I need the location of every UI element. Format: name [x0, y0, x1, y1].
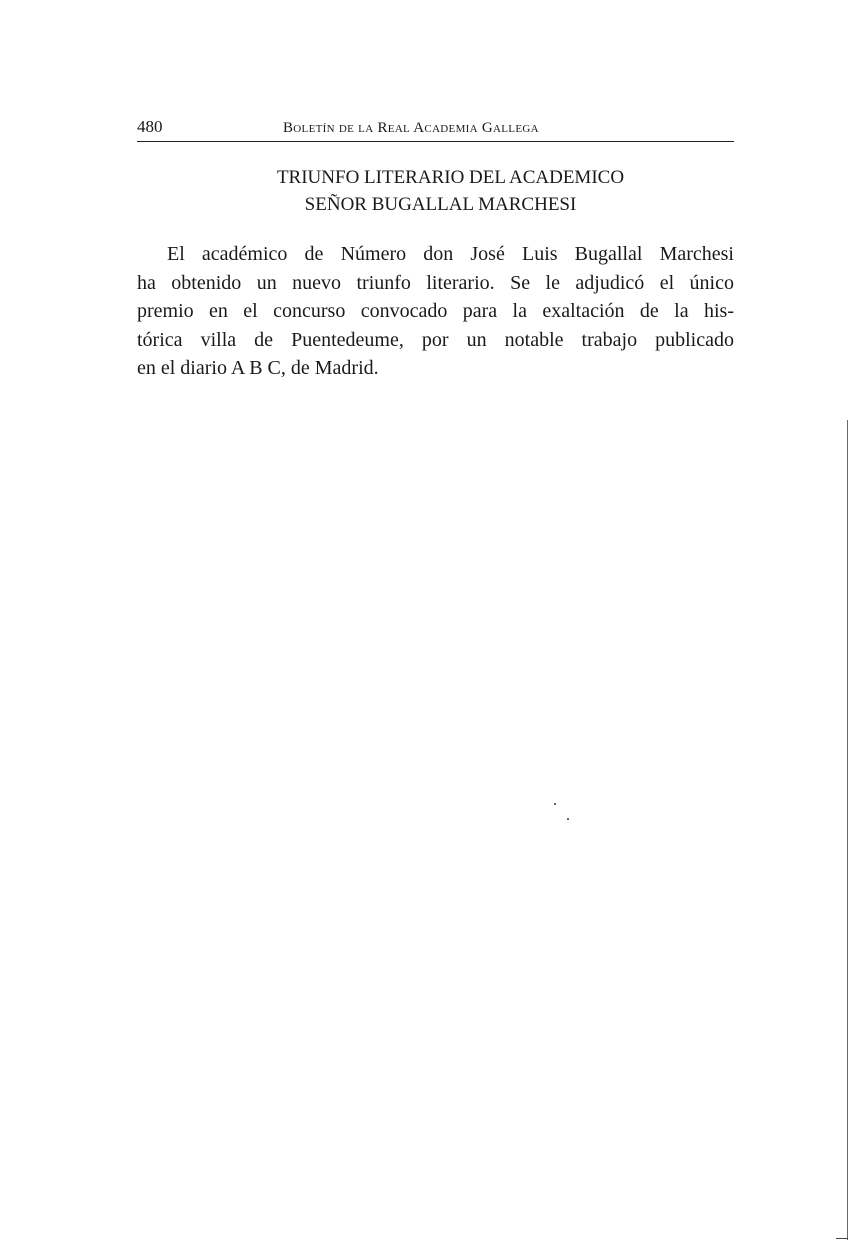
page-number: 480 — [137, 117, 163, 136]
title-line-1: TRIUNFO LITERARIO DEL ACADEMICO — [276, 167, 625, 188]
scan-edge-tick — [836, 1238, 848, 1239]
body-line: premio en el concurso convocado para la exaltación de la his- — [137, 300, 734, 322]
scan-edge-line — [847, 420, 848, 1240]
running-head: Boletín de la Real Academia Gallega — [283, 120, 539, 136]
scan-speck — [567, 818, 569, 820]
article-body — [137, 240, 734, 383]
header-rule — [137, 141, 734, 142]
body-line: ha obtenido un nuevo triunfo literario. Se le adjudicó el único — [137, 271, 734, 294]
scan-speck — [554, 803, 556, 805]
title-line-2: SEÑOR BUGALLAL MARCHESI — [304, 194, 577, 215]
body-line: en el diario A B C, de Madrid. — [137, 357, 379, 379]
body-line: tórica villa de Puentedeume, por un notable trabajo publicado — [137, 328, 734, 351]
body-line: El académico de Número don José Luis Bugallal Marchesi — [167, 243, 734, 265]
article-title — [137, 164, 734, 218]
